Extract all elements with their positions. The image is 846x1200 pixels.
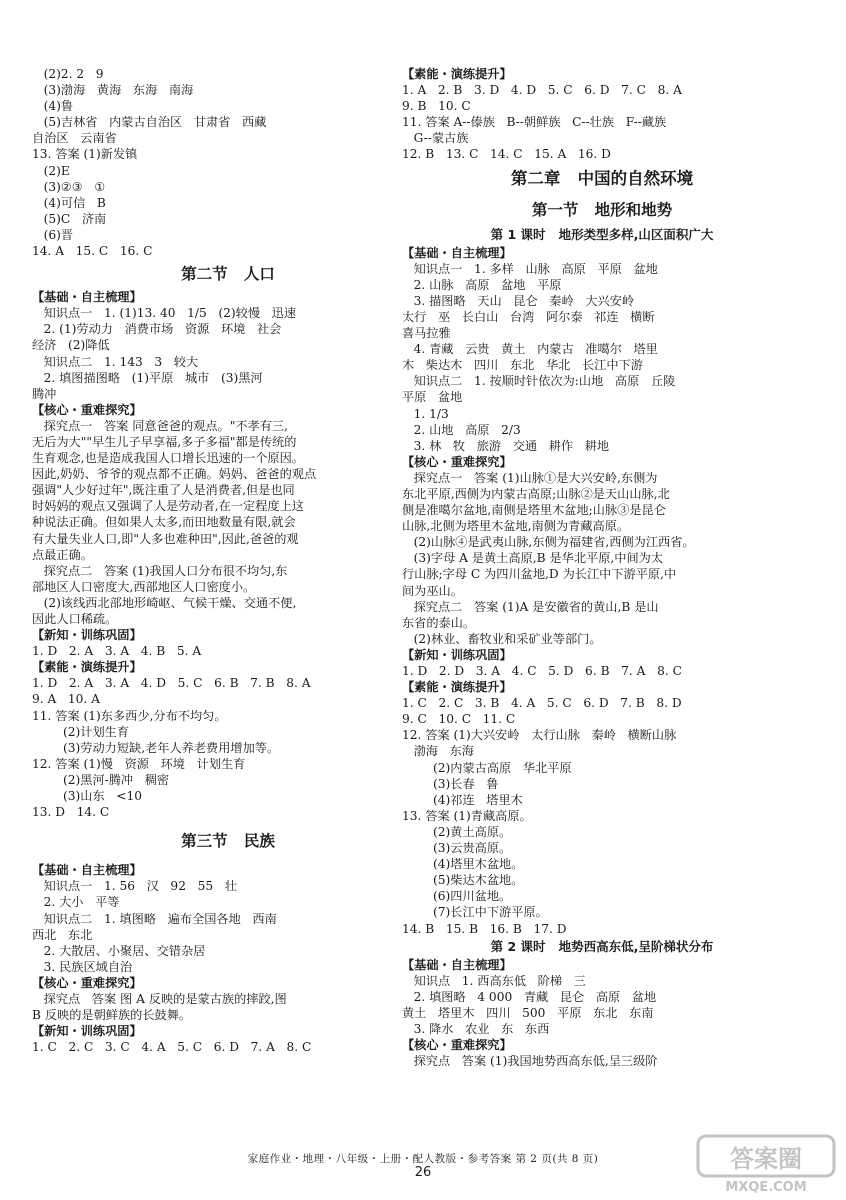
watermark-title: 答案圈	[730, 1145, 802, 1173]
answer-line: 3. 描图略 天山 昆仑 秦岭 大兴安岭	[402, 293, 635, 308]
lesson-title: 第 2 课时 地势西高东低,呈阶梯状分布	[490, 938, 714, 954]
answer-line: (2)黑河-腾冲 稠密	[32, 772, 170, 787]
answer-line: 木 柴达木 四川 东北 华北 长江中下游	[402, 358, 643, 373]
answer-line: (2)2. 2 9	[32, 67, 104, 81]
answer-line: 1. C 2. C 3. B 4. A 5. C 6. D 7. B 8. D	[402, 696, 682, 711]
answer-line: 知识点二 1. 按顺时针依次为:山地 高原 丘陵	[402, 374, 676, 389]
answer-line: (5)吉林省 内蒙古自治区 甘肃省 西藏	[32, 115, 267, 130]
answer-line: 1. A 2. B 3. D 4. D 5. C 6. D 7. C 8. A	[402, 83, 682, 98]
answer-line: 知识点一 1. (1)13. 40 1/5 (2)较慢 迅速	[32, 306, 297, 321]
answer-line: (4)祁连 塔里木	[402, 792, 523, 807]
answer-line: 探究点 答案 图 A 反映的是蒙古族的摔跤,图	[32, 991, 287, 1006]
watermark-url: MXQE.COM	[725, 1180, 807, 1194]
left-column	[32, 66, 424, 1055]
answer-line: 腾冲	[32, 386, 57, 401]
answer-line: 2. 填图略 4 000 青藏 昆仑 高原 盆地	[402, 989, 657, 1004]
answer-line: (3)劳动力短缺,老年人养老费用增加等。	[32, 740, 280, 755]
answer-line: (2)该线西北部地形崎岖、气候干燥、交通不便,	[32, 595, 297, 610]
answer-line: (6)晋	[32, 227, 74, 242]
answer-line: 西北 东北	[32, 927, 93, 942]
answer-line: 因此,奶奶、爷爷的观点都不正确。妈妈、爸爸的观点	[32, 467, 317, 482]
block-header: 【基础・自主梳理】	[402, 957, 512, 972]
answer-line: 1. C 2. C 3. C 4. A 5. C 6. D 7. A 8. C	[32, 1040, 312, 1055]
answer-line: 12. 答案 (1)大兴安岭 太行山脉 秦岭 横断山脉	[402, 728, 677, 743]
answer-line: 黄土 塔里木 四川 500 平原 东北 东南	[402, 1005, 654, 1020]
answer-line: (2)内蒙古高原 华北平原	[402, 760, 572, 775]
answer-line: 经济 (2)降低	[32, 338, 110, 353]
answer-line: 间为巫山。	[402, 583, 463, 598]
answer-line: (2)山脉④是武夷山脉,东侧为福建省,西侧为江西省。	[402, 535, 695, 550]
block-header: 【素能・演练提升】	[402, 680, 512, 695]
answer-line: 1. D 2. A 3. A 4. D 5. C 6. B 7. B 8. A	[32, 676, 311, 691]
answer-line: 强调"人少好过年",既注重了人是消费者,但是也同	[32, 483, 295, 498]
answer-line: 部地区人口密度大,西部地区人口密度小。	[32, 579, 256, 594]
answer-line: 1. D 2. A 3. A 4. B 5. A	[32, 644, 202, 659]
answer-line: (3)②③ ①	[32, 179, 106, 194]
answer-line: 2. 山脉 高原 盆地 平原	[402, 277, 562, 292]
answer-line: (3)长春 鲁	[402, 776, 499, 791]
answer-line: 1. D 2. D 3. A 4. C 5. D 6. B 7. A 8. C	[402, 664, 682, 678]
answer-line: 14. B 15. B 16. B 17. D	[402, 921, 567, 936]
block-header: 【核心・重难探究】	[32, 402, 142, 417]
section-title: 第一节 地形和地势	[531, 200, 673, 219]
page-footer: 家庭作业・地理・八年级・上册・配人教版・参考答案 第 2 页(共 8 页)	[247, 1153, 599, 1165]
answer-line: 东北平原,西侧为内蒙古高原;山脉②是天山山脉,北	[402, 486, 670, 501]
answer-line: 时妈妈的观点又强调了人是劳动者,在一定程度上这	[32, 499, 304, 514]
answer-line: 2. 山地 高原 2/3	[402, 422, 521, 437]
answer-line: (3)字母 A 是黄土高原,B 是华北平原,中间为太	[402, 551, 664, 566]
answer-line: 种说法正确。但如果人太多,而田地数量有限,就会	[32, 515, 296, 530]
answer-line: 生育观念,也是造成我国人口增长迅速的一个原因。	[32, 451, 304, 466]
answer-line: 3. 民族区域自治	[32, 959, 133, 974]
answer-line: 探究点二 答案 (1)我国人口分布很不均匀,东	[32, 563, 288, 578]
answer-line: 行山脉;字母 C 为四川盆地,D 为长江中下游平原,中	[402, 567, 677, 582]
answer-line: (4)塔里木盆地。	[402, 857, 524, 872]
block-header: 【新知・训练巩固】	[32, 1024, 142, 1039]
answer-line: (2)黄土高原。	[402, 824, 512, 839]
answer-line: 2. 大小 平等	[32, 895, 120, 910]
answer-line: 知识点二 1. 143 3 较大	[32, 354, 199, 369]
section-title: 第三节 民族	[181, 832, 275, 851]
answer-line: 11. 答案 (1)东多西少,分布不均匀。	[32, 708, 227, 723]
section-title: 第二节 人口	[181, 265, 275, 284]
block-header: 【素能・演练提升】	[32, 660, 142, 675]
answer-line: 知识点二 1. 填图略 遍布全国各地 西南	[32, 911, 277, 926]
block-header: 【核心・重难探究】	[402, 454, 512, 469]
answer-line: 4. 青藏 云贵 黄土 内蒙古 准噶尔 塔里	[402, 342, 658, 357]
block-header: 【新知・训练巩固】	[32, 628, 142, 643]
answer-line: 12. B 13. C 14. C 15. A 16. D	[402, 147, 611, 162]
block-header: 【核心・重难探究】	[32, 975, 142, 990]
block-header: 【新知・训练巩固】	[402, 647, 512, 662]
answer-line: 14. A 15. C 16. C	[32, 244, 153, 259]
answer-line: 探究点一 答案 同意爸爸的观点。"不孝有三,	[32, 418, 288, 433]
answer-line: B 反映的是朝鲜族的长鼓舞。	[32, 1008, 192, 1023]
answer-line: 知识点 1. 西高东低 阶梯 三	[402, 973, 586, 988]
right-column	[402, 66, 802, 1069]
answer-line: 13. D 14. C	[32, 805, 110, 820]
answer-line: (4)鲁	[32, 99, 74, 114]
watermark-logo	[696, 1134, 836, 1194]
answer-line: (2)林业、畜牧业和采矿业等部门。	[402, 631, 602, 646]
answer-line: 12. 答案 (1)慢 资源 环境 计划生育	[32, 756, 246, 771]
answer-line: (5)C 济南	[32, 211, 107, 226]
answer-line: 2. 大散居、小聚居、交错杂居	[32, 943, 206, 958]
answer-line: 13. 答案 (1)新发镇	[32, 147, 138, 162]
answer-line: (6)四川盆地。	[402, 889, 512, 904]
answer-line: (5)柴达木盆地。	[402, 873, 524, 888]
answer-line: 知识点一 1. 多样 山脉 高原 平原 盆地	[402, 261, 658, 276]
page-number: 26	[414, 1165, 432, 1180]
answer-line: 山脉,北侧为塔里木盆地,南侧为青藏高原。	[402, 519, 630, 534]
answer-line: 2. 填图描图略 (1)平原 城市 (3)黑河	[32, 370, 263, 385]
answer-line: 点最正确。	[32, 547, 93, 562]
answer-line: 因此人口稀疏。	[32, 612, 118, 626]
answer-line: (3)云贵高原。	[402, 841, 512, 856]
answer-line: 太行 巫 长白山 台湾 阿尔泰 祁连 横断	[402, 309, 655, 324]
answer-line: 13. 答案 (1)青藏高原。	[402, 808, 532, 823]
answer-line: 探究点一 答案 (1)山脉①是大兴安岭,东侧为	[402, 470, 658, 485]
answer-line: 知识点一 1. 56 汉 92 55 壮	[32, 879, 237, 894]
answer-line: 9. A 10. A	[32, 692, 100, 707]
answer-line: 探究点 答案 (1)我国地势西高东低,呈三级阶	[402, 1054, 658, 1069]
block-header: 【基础・自主梳理】	[402, 245, 512, 260]
answer-line: (4)可信 B	[32, 195, 106, 210]
answer-line: 渤海 东海	[402, 744, 474, 759]
answer-line: 自治区 云南省	[32, 131, 117, 146]
lesson-title: 第 1 课时 地形类型多样,山区面积广大	[490, 226, 714, 242]
answer-line: (2)计划生育	[32, 724, 130, 739]
answer-line: 喜马拉雅	[402, 326, 451, 341]
answer-line: 3. 降水 农业 东 东西	[402, 1021, 550, 1036]
block-header: 【基础・自主梳理】	[32, 290, 142, 305]
answer-line: 11. 答案 A--傣族 B--朝鲜族 C--壮族 F--藏族	[402, 115, 667, 130]
answer-line: 探究点二 答案 (1)A 是安徽省的黄山,B 是山	[402, 599, 659, 614]
answer-line: 9. B 10. C	[402, 99, 471, 114]
answer-line: (3)山东 <10	[32, 789, 142, 804]
answer-line: (7)长江中下游平原。	[402, 905, 548, 920]
answer-line: 侧是准噶尔盆地,南侧是塔里木盆地;山脉③是昆仑	[402, 503, 666, 518]
answer-line: 东省的泰山。	[402, 615, 476, 630]
answer-line: (3)渤海 黄海 东海 南海	[32, 83, 194, 98]
answer-line: 2. (1)劳动力 消费市场 资源 环境 社会	[32, 322, 282, 337]
block-header: 【核心・重难探究】	[402, 1038, 512, 1053]
block-header: 【素能・演练提升】	[402, 67, 512, 81]
answer-line: 平原 盆地	[402, 390, 463, 405]
answer-line: 无后为大""早生儿子早享福,多子多福"都是传统的	[32, 434, 297, 449]
answer-line: 3. 林 牧 旅游 交通 耕作 耕地	[402, 438, 610, 453]
chapter-title: 第二章 中国的自然环境	[510, 168, 694, 188]
answer-line: 1. 1/3	[402, 406, 449, 421]
answer-line: 有大量失业人口,即"人多也难种田",因此,爸爸的观	[32, 531, 299, 546]
answer-line: (2)E	[32, 163, 70, 178]
answer-line: 9. C 10. C 11. C	[402, 712, 516, 727]
block-header: 【基础・自主梳理】	[32, 863, 142, 878]
answer-line: G--蒙古族	[402, 131, 469, 146]
